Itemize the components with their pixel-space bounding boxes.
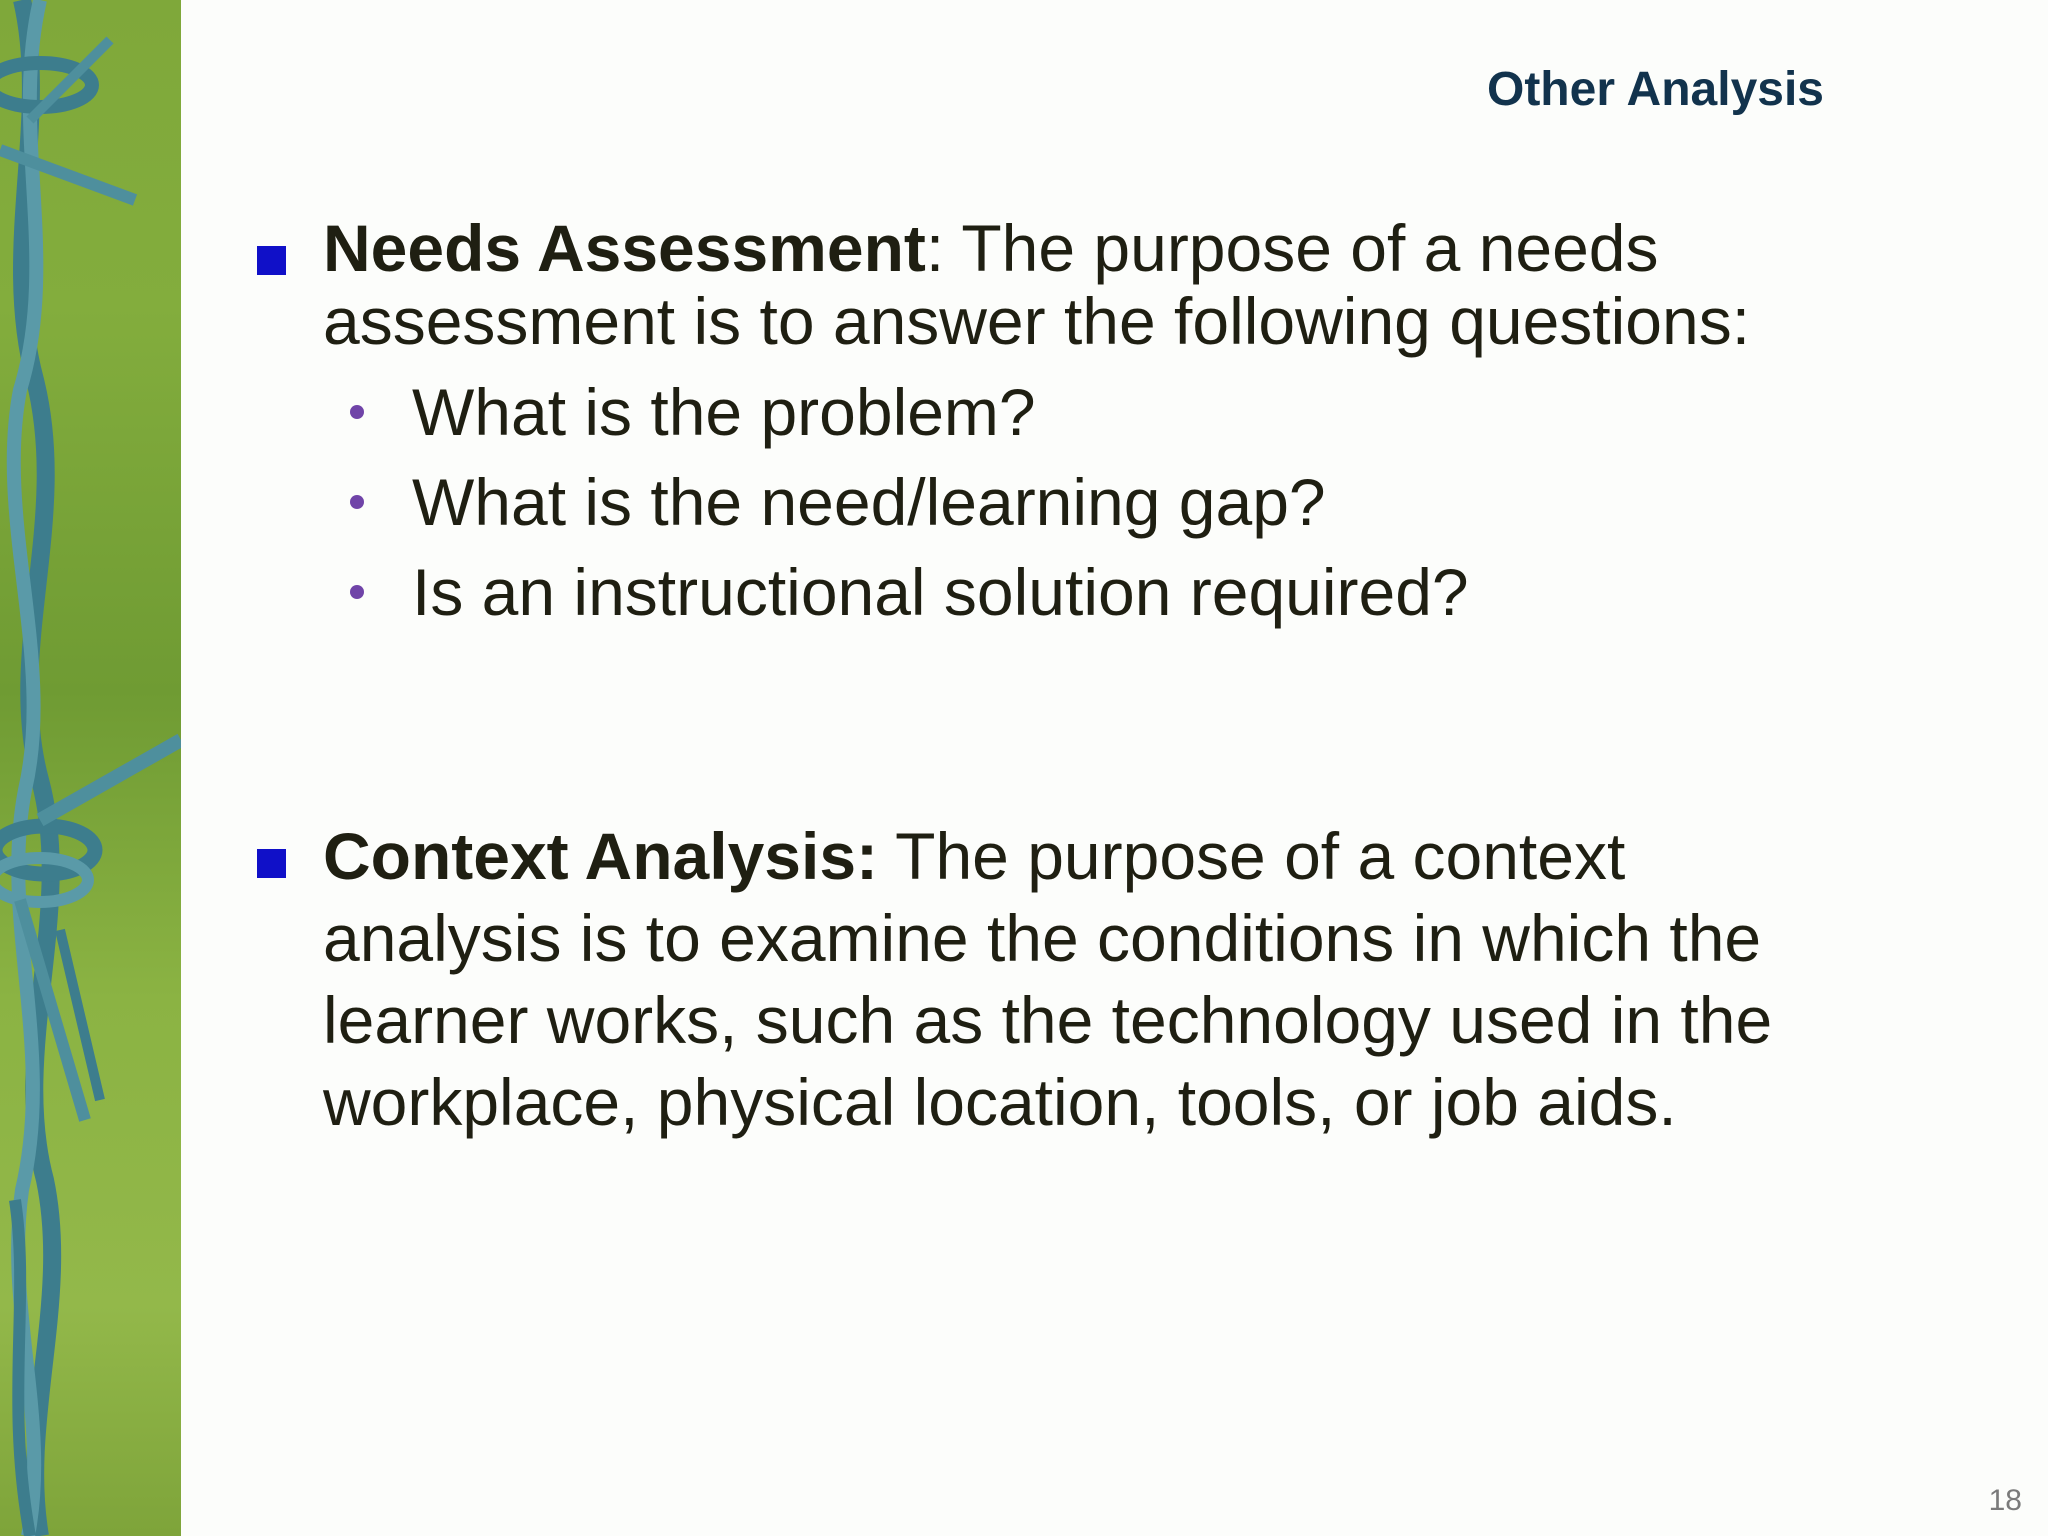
question-item	[253, 556, 1853, 646]
context-analysis-section	[253, 815, 1853, 1143]
context-analysis-term: Context Analysis:	[323, 819, 879, 893]
context-analysis-bullet	[253, 815, 1853, 1143]
dot-bullet-icon	[350, 405, 364, 419]
dot-bullet-icon	[350, 585, 364, 599]
needs-assessment-section	[253, 212, 1853, 646]
needs-assessment-bullet	[253, 212, 1853, 358]
barbed-wire-photo	[0, 0, 181, 1536]
page-number: 18	[1988, 1484, 2022, 1517]
needs-assessment-questions	[253, 376, 1853, 646]
question-item	[253, 376, 1853, 466]
slide-title: Other Analysis	[1486, 63, 1824, 116]
square-bullet-icon	[257, 246, 286, 275]
question-item	[253, 466, 1853, 556]
barbed-wire-drawing	[0, 0, 181, 1536]
needs-assessment-term: Needs Assessment	[323, 211, 926, 285]
dot-bullet-icon	[350, 495, 364, 509]
question-text: What is the problem?	[412, 375, 1036, 449]
square-bullet-icon	[257, 849, 286, 878]
question-text: What is the need/learning gap?	[412, 465, 1326, 539]
question-text: Is an instructional solution required?	[412, 555, 1469, 629]
needs-assessment-text: : The purpose of a needs assessment is to answer the following questions:	[323, 211, 1751, 358]
context-analysis-text: The purpose of a context analysis is to examine the conditions in which the learner works, such as the technology used in the workplace, physical location, tools, or job aids.	[323, 819, 1773, 1139]
